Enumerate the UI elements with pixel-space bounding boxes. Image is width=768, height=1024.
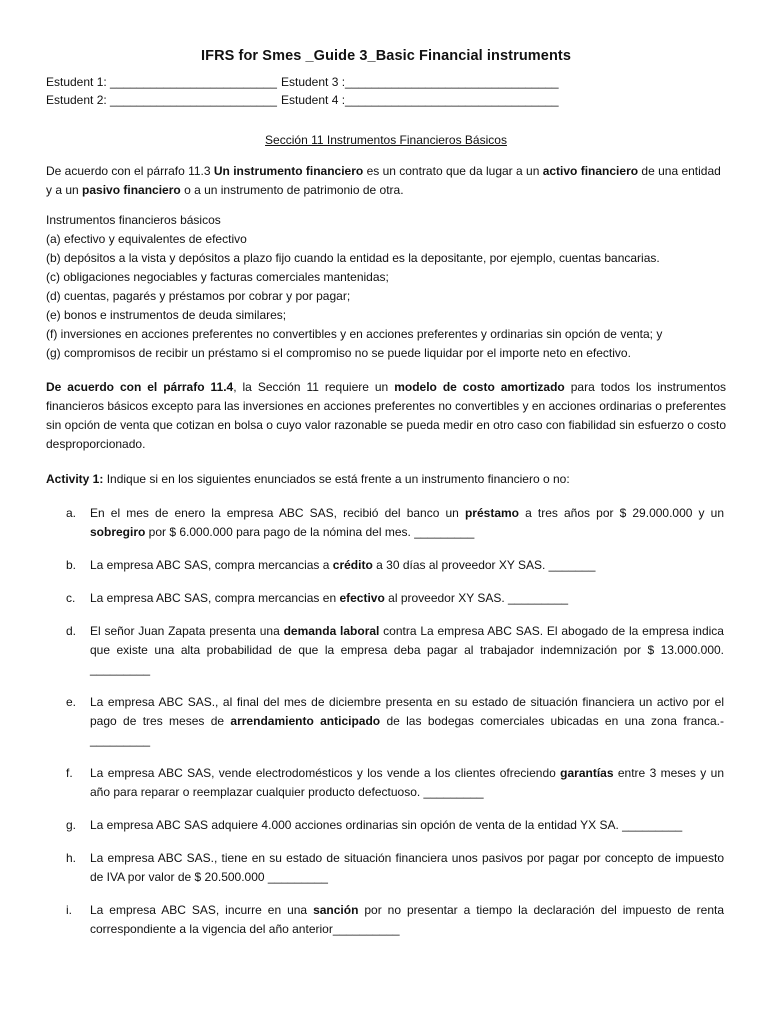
list-item: (d) cuentas, pagarés y préstamos por cobrar y por pagar; [46,289,351,303]
list-item: (a) efectivo y equivalentes de efectivo [46,232,247,246]
student-fields [46,73,726,109]
student-2-field[interactable]: Estudent 2: _________________________ [46,93,277,107]
item-text[interactable]: La empresa ABC SAS adquiere 4.000 acciones ordinarias sin opción de venta de la entidad YX SA. _________ [90,818,683,832]
activity-text: Indique si en los siguientes enunciados se está frente a un instrumento financiero o no: [103,472,570,486]
amortized-cost-paragraph [46,378,726,454]
document-page [46,48,726,953]
intro-text-e: de una entidad y a un [46,164,721,197]
activity-item-g [46,816,726,835]
activity-item-b [46,556,726,575]
student-row-2 [46,91,726,109]
item-label: b. [66,558,77,572]
basic-instruments-list [46,230,726,363]
basic-instruments-heading: Instrumentos financieros básicos [46,213,221,227]
activity-label: Activity 1: [46,472,104,486]
list-item: (f) inversiones en acciones preferentes no convertibles y en acciones preferentes y ordinarias sin opción de venta; y [46,327,663,341]
list-item: (e) bonos e instrumentos de deuda similares; [46,308,287,322]
item-text[interactable]: En el mes de enero la empresa ABC SAS, recibió del banco un préstamo a tres años por $ 29.000.000 y un sobregiro por $ 6.000.000 para pago de la nómina del mes. _________ [90,506,725,539]
item-text[interactable]: La empresa ABC SAS., al final del mes de diciembre presenta en su estado de situación financiera un activo por el pago de tres meses de arrendamiento anticipado de las bodegas comerciales ubicadas en una zona franca.- _________ [90,695,724,747]
activity-item-c [46,589,726,608]
list-item: (b) depósitos a la vista y depósitos a plazo fijo cuando la entidad es la depositante, por ejemplo, cuentas bancarias. [46,251,660,265]
intro-text-c: es un contrato que da lugar a un [363,164,543,178]
p2-reference: De acuerdo con el párrafo 11.4 [46,380,234,394]
intro-term-asset: activo financiero [542,164,639,178]
item-label: e. [66,695,77,709]
item-text[interactable]: La empresa ABC SAS, compra mercancias en efectivo al proveedor XY SAS. _________ [90,591,569,605]
section-title: Sección 11 Instrumentos Financieros Básicos [265,133,507,147]
activity-item-h [46,849,726,887]
activity-item-e [46,693,726,750]
item-label: g. [66,818,77,832]
item-text[interactable]: La empresa ABC SAS, vende electrodomésticos y los vende a los clientes ofreciendo garantías entre 3 meses y un año para reparar o reemplazar cualquier producto defectuoso. _________ [90,766,724,799]
item-label: h. [66,851,77,865]
p2-text-d: para todos los instrumentos financieros básicos excepto para las inversiones en acciones preferentes no convertibles y en acciones ordinarias o preferentes sin opción de venta que cotizan en bolsa o cuyo valor razonable se pueda medir en otro caso con fiabilidad sin esfuerzo o costo desproporcionado. [46,380,727,451]
intro-paragraph [46,162,726,200]
student-1-field[interactable]: Estudent 1: _________________________ [46,75,277,89]
item-label: a. [66,506,77,520]
activity-item-i [46,901,726,939]
item-text[interactable]: La empresa ABC SAS, compra mercancias a crédito a 30 días al proveedor XY SAS. _______ [90,558,596,572]
item-text[interactable]: La empresa ABC SAS, incurre en una sanción por no presentar a tiempo la declaración del impuesto de renta correspondiente a la vigencia del año anterior__________ [90,903,725,936]
document-title: IFRS for Smes _Guide 3_Basic Financial instruments [200,48,572,64]
item-text[interactable]: La empresa ABC SAS., tiene en su estado de situación financiera unos pasivos por pagar por concepto de impuesto de IVA por valor de $ 20.500.000 _________ [90,851,724,884]
activity-instructions [46,470,726,489]
student-4-field[interactable]: Estudent 4 :________________________________ [281,93,559,107]
item-text[interactable]: El señor Juan Zapata presenta una demanda laboral contra La empresa ABC SAS. El abogado de la empresa indica que existe una alta probabilidad de que la empresa deba pagar al trabajador indemnización por $ 13.000.000. _________ [90,624,724,676]
item-label: c. [66,591,76,605]
list-item: (c) obligaciones negociables y facturas comerciales mantenidas; [46,270,389,284]
activity-item-f [46,764,726,802]
student-3-field[interactable]: Estudent 3 :________________________________ [281,75,559,89]
p2-text-b: , la Sección 11 requiere un [233,380,395,394]
intro-term-instrument: Un instrumento financiero [213,164,364,178]
student-row-1 [46,73,726,91]
item-label: d. [66,624,77,638]
p2-term-model: modelo de costo amortizado [394,380,565,394]
intro-text-a: De acuerdo con el párrafo 11.3 [46,164,214,178]
activity-item-a [46,504,726,542]
item-label: f. [66,766,73,780]
list-item: (g) compromisos de recibir un préstamo si el compromiso no se puede liquidar por el importe neto en efectivo. [46,346,631,360]
item-label: i. [66,903,72,917]
activity-item-d [46,622,726,679]
activity-list [46,504,726,939]
intro-text-g: o a un instrumento de patrimonio de otra. [180,183,404,197]
intro-term-liability: pasivo financiero [82,183,181,197]
